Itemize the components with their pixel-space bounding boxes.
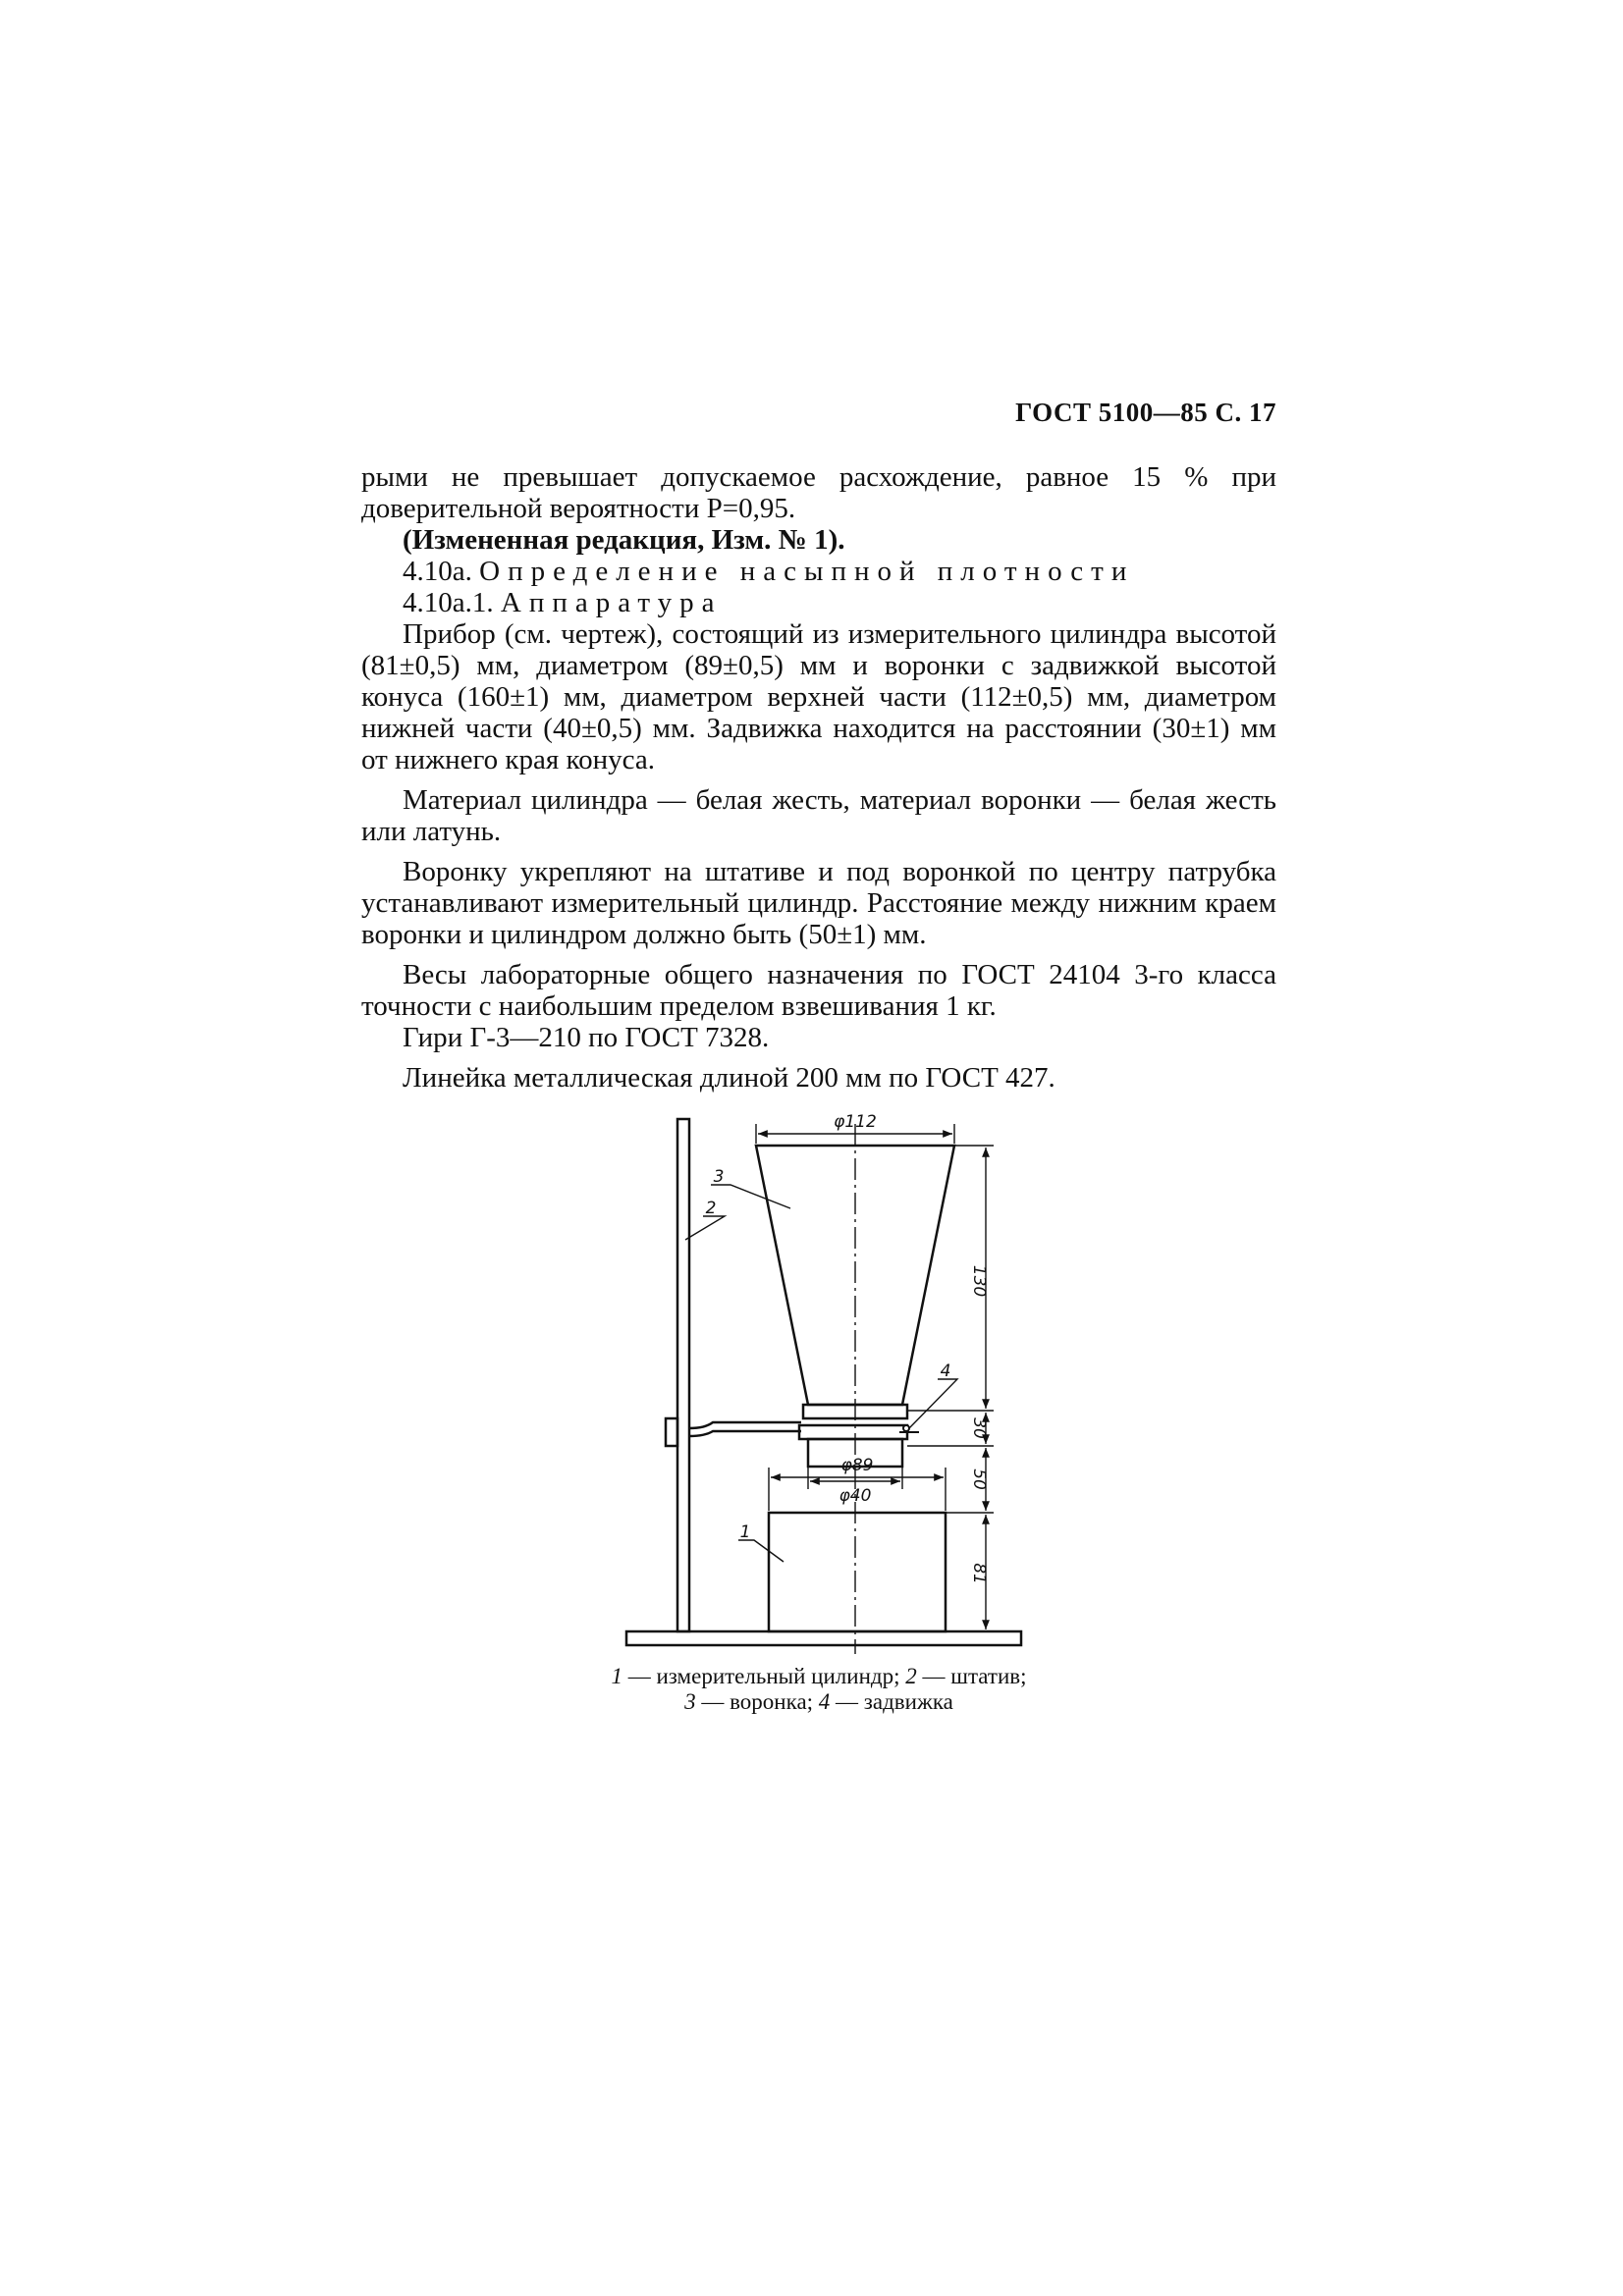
section-heading xyxy=(361,556,1276,587)
paragraph-apparatus: Прибор (см. чертеж), состоящий из измерительного цилиндра высотой (81±0,5) мм, диаметром (89±0,5) мм и воронки с задвижкой высотой конуса (160±1) мм, диаметром верхней части (112±0,5) мм, диаметром нижней части (40±0,5) мм. Задвижка находится на расстоянии (30±1) мм от нижнего края конуса. xyxy=(361,618,1276,775)
dim-top-diameter-label: φ112 xyxy=(834,1112,877,1132)
caption-text-1: — измерительный цилиндр; xyxy=(627,1664,900,1688)
measuring-cylinder xyxy=(769,1513,946,1631)
apparatus-drawing xyxy=(609,1095,1041,1659)
caption-num-1: 1 xyxy=(611,1664,622,1688)
caption-num-2: 2 xyxy=(905,1664,917,1688)
leader-2 xyxy=(685,1216,725,1240)
paragraph-setup: Воронку укрепляют на штативе и под воронкой по центру патрубка устанавливают измерительный цилиндр. Расстояние между нижним краем воронки и цилиндром должно быть (50±1) мм. xyxy=(361,856,1276,950)
subsection-heading xyxy=(361,587,1276,618)
caption-text-2: — штатив; xyxy=(922,1664,1027,1688)
leader-3 xyxy=(711,1185,790,1208)
dim-cylinder-diameter-label: φ89 xyxy=(840,1456,874,1475)
section-title: Определение насыпной плотности xyxy=(479,556,1135,587)
dim-cone-height-label: 130 xyxy=(969,1264,989,1298)
leader-1 xyxy=(738,1540,784,1562)
paragraph-continuation: рыми не превышает допускаемое расхождение, равное 15 % при доверительной вероятности Р=0,95. xyxy=(361,461,1276,524)
apparatus-svg xyxy=(609,1095,1041,1659)
caption-text-3: — воронка; xyxy=(701,1689,814,1714)
dim-outlet-diameter-label: φ40 xyxy=(839,1486,872,1506)
subsection-number: 4.10а.1. xyxy=(403,587,494,618)
leader-4 xyxy=(909,1379,957,1428)
paragraph-weights: Гири Г-3—210 по ГОСТ 7328. xyxy=(403,1022,770,1053)
caption-line-1 xyxy=(361,1664,1276,1689)
dim-cylinder-height-label: 81 xyxy=(969,1563,989,1584)
part-label-2: 2 xyxy=(705,1199,717,1218)
document-body xyxy=(361,461,1276,1094)
dim-gate-distance-label: 30 xyxy=(969,1417,989,1439)
amendment-note: (Измененная редакция, Изм. № 1). xyxy=(403,524,845,556)
caption-line-2 xyxy=(361,1689,1276,1715)
paragraph-material: Материал цилиндра — белая жесть, материал воронки — белая жесть или латунь. xyxy=(361,784,1276,847)
section-number: 4.10а. xyxy=(403,556,472,587)
paragraph-scales: Весы лабораторные общего назначения по ГОСТ 24104 3-го класса точности с наибольшим пределом взвешивания 1 кг. xyxy=(361,959,1276,1022)
stand-rod xyxy=(677,1119,689,1631)
part-label-1: 1 xyxy=(739,1522,751,1542)
subsection-title: Аппаратура xyxy=(500,587,723,618)
gate-plate xyxy=(799,1425,907,1439)
part-label-4: 4 xyxy=(940,1362,951,1381)
paragraph-ruler: Линейка металлическая длиной 200 мм по ГОСТ 427. xyxy=(403,1062,1055,1094)
caption-num-3: 3 xyxy=(684,1689,696,1714)
gate-pin-head xyxy=(903,1425,909,1431)
caption-num-4: 4 xyxy=(818,1689,831,1714)
clamp-arm xyxy=(689,1422,801,1436)
part-label-3: 3 xyxy=(713,1167,725,1187)
dim-gap-distance-label: 50 xyxy=(969,1468,989,1490)
clamp-knob xyxy=(666,1418,677,1446)
figure-caption xyxy=(361,1664,1276,1715)
page-header: ГОСТ 5100—85 С. 17 xyxy=(1015,398,1276,427)
caption-text-4: — задвижка xyxy=(836,1689,953,1714)
base-plate xyxy=(626,1631,1021,1645)
